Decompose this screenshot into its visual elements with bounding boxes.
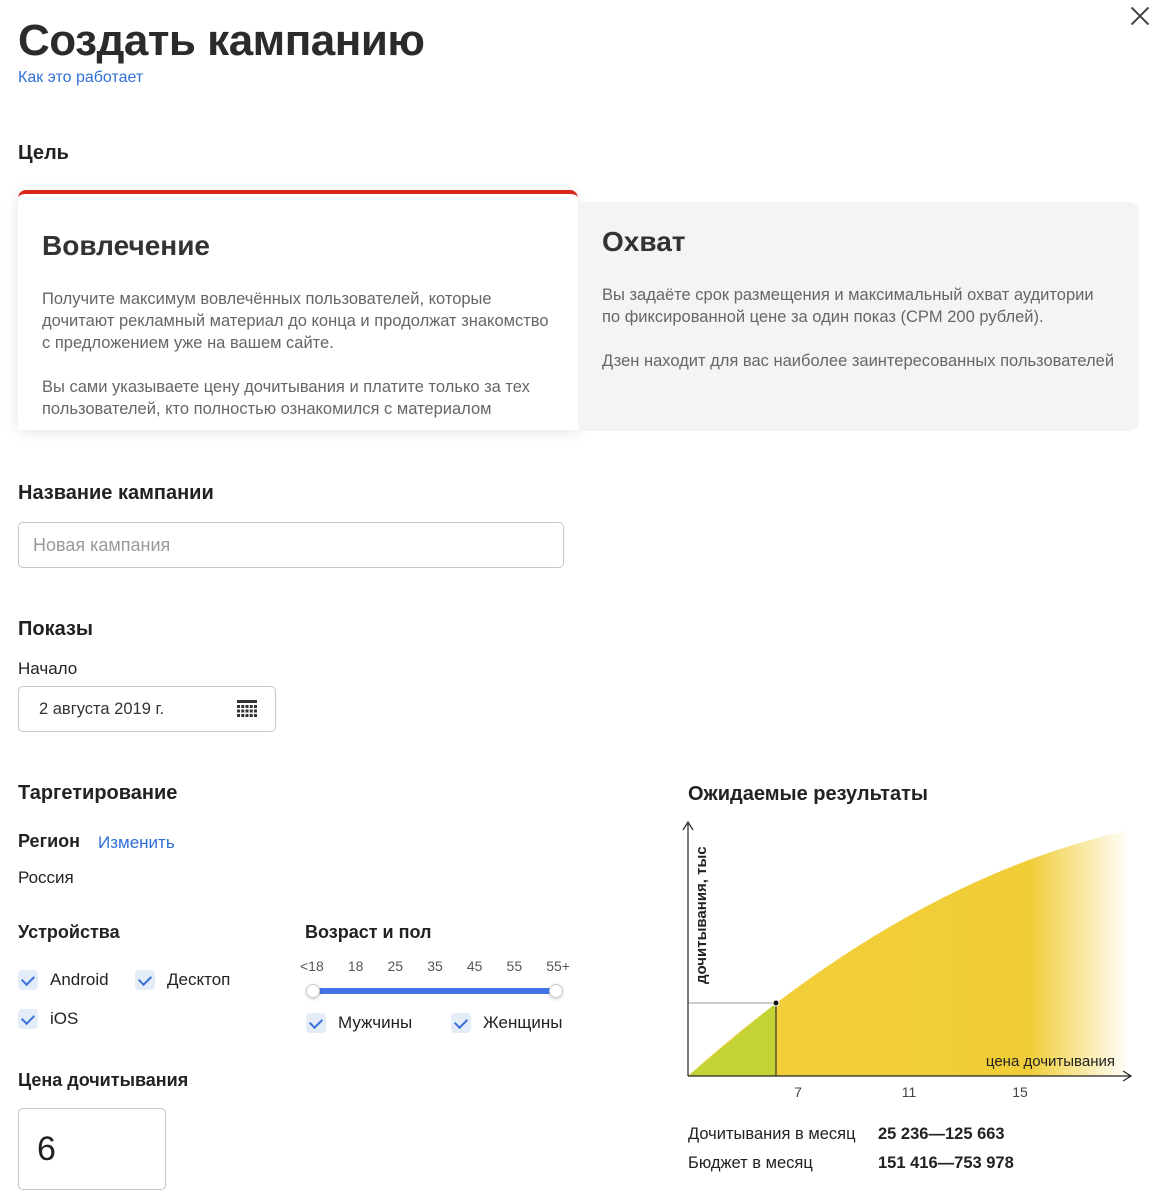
results-heading: Ожидаемые результаты: [688, 783, 928, 805]
goal-option-description: Вы задаёте срок размещения и максимальный охват аудитории по фиксированной цене за один показ (CPM 200 рублей).: [602, 286, 1094, 326]
close-icon[interactable]: [1126, 2, 1154, 30]
calendar-icon[interactable]: [237, 700, 257, 720]
campaign-name-heading: Название кампании: [18, 482, 214, 504]
goal-option-description: Вы сами указываете цену дочитывания и платите только за тех пользователей, кто полностью ознакомился с материалом: [42, 378, 530, 418]
checkmark-icon[interactable]: [135, 970, 155, 990]
chart-ylabel: дочитывания, тыс: [693, 846, 710, 984]
checkmark-icon[interactable]: [306, 1013, 326, 1033]
region-label: Регион: [18, 831, 80, 851]
campaign-name-input[interactable]: [18, 522, 564, 568]
result-value: 151 416—753 978: [878, 1154, 1014, 1172]
read-price-input[interactable]: [18, 1108, 166, 1190]
checkbox-label: iOS: [50, 1009, 79, 1028]
checkbox-label: Android: [50, 970, 109, 989]
gender-checkbox-female[interactable]: [451, 1013, 562, 1033]
goal-option-reach[interactable]: [578, 202, 1139, 431]
checkbox-label: Мужчины: [338, 1013, 413, 1032]
start-date-value: 2 августа 2019 г.: [39, 699, 165, 718]
age-slider-handle-max[interactable]: [549, 984, 563, 998]
chart-area-highlight: [688, 1003, 776, 1076]
age-tick: 55+: [546, 958, 570, 974]
goal-heading: Цель: [18, 142, 69, 164]
age-tick: 25: [387, 958, 404, 974]
age-tick: 45: [466, 958, 483, 974]
checkbox-label: Десктоп: [167, 970, 231, 989]
devices-heading: Устройства: [18, 922, 120, 942]
chart-x-tick: 7: [794, 1084, 802, 1100]
how-it-works-link[interactable]: Как это работает: [18, 69, 144, 86]
chart-current-point: [773, 1000, 779, 1006]
goal-option-title: Охват: [602, 226, 686, 257]
chart-xlabel: цена дочитывания: [985, 1053, 1115, 1070]
region-value: Россия: [18, 868, 74, 887]
result-value: 25 236—125 663: [878, 1125, 1005, 1143]
age-slider-track[interactable]: [312, 988, 557, 994]
checkmark-icon[interactable]: [18, 1009, 38, 1029]
age-gender-heading: Возраст и пол: [305, 922, 432, 942]
chart-x-tick: 15: [1012, 1084, 1028, 1100]
page-title: Создать кампанию: [18, 16, 425, 65]
checkmark-icon[interactable]: [451, 1013, 471, 1033]
device-checkbox-android[interactable]: [18, 970, 109, 990]
age-tick: 55: [506, 958, 523, 974]
goal-option-title: Вовлечение: [42, 230, 210, 261]
age-tick: 18: [347, 958, 364, 974]
gender-checkbox-male[interactable]: [306, 1013, 412, 1033]
region-change-link[interactable]: Изменить: [98, 833, 175, 852]
results-chart: [680, 818, 1140, 1108]
checkbox-label: Женщины: [483, 1013, 563, 1032]
start-date-picker[interactable]: [18, 686, 276, 732]
age-tick: 35: [427, 958, 443, 974]
age-tick: <18: [300, 958, 324, 974]
age-slider-handle-min[interactable]: [306, 984, 320, 998]
goal-option-description: Получите максимум вовлечённых пользователей, которые дочитают рекламный материал до конца и продолжат знакомство с предложением уже на вашем сайте.: [42, 290, 549, 352]
age-ticks: [300, 958, 570, 974]
start-label: Начало: [18, 659, 78, 678]
chart-x-tick: 11: [901, 1084, 917, 1100]
shows-heading: Показы: [18, 618, 93, 640]
checkmark-icon[interactable]: [18, 970, 38, 990]
goal-option-engagement[interactable]: [18, 190, 578, 430]
goal-option-description: Дзен находит для вас наиболее заинтересованных пользователей: [602, 352, 1115, 370]
read-price-heading: Цена дочитывания: [18, 1070, 189, 1090]
targeting-heading: Таргетирование: [18, 782, 178, 804]
result-label: Бюджет в месяц: [688, 1154, 813, 1172]
device-checkbox-desktop[interactable]: [135, 970, 230, 990]
device-checkbox-ios[interactable]: [18, 1009, 78, 1029]
result-label: Дочитывания в месяц: [688, 1125, 856, 1143]
